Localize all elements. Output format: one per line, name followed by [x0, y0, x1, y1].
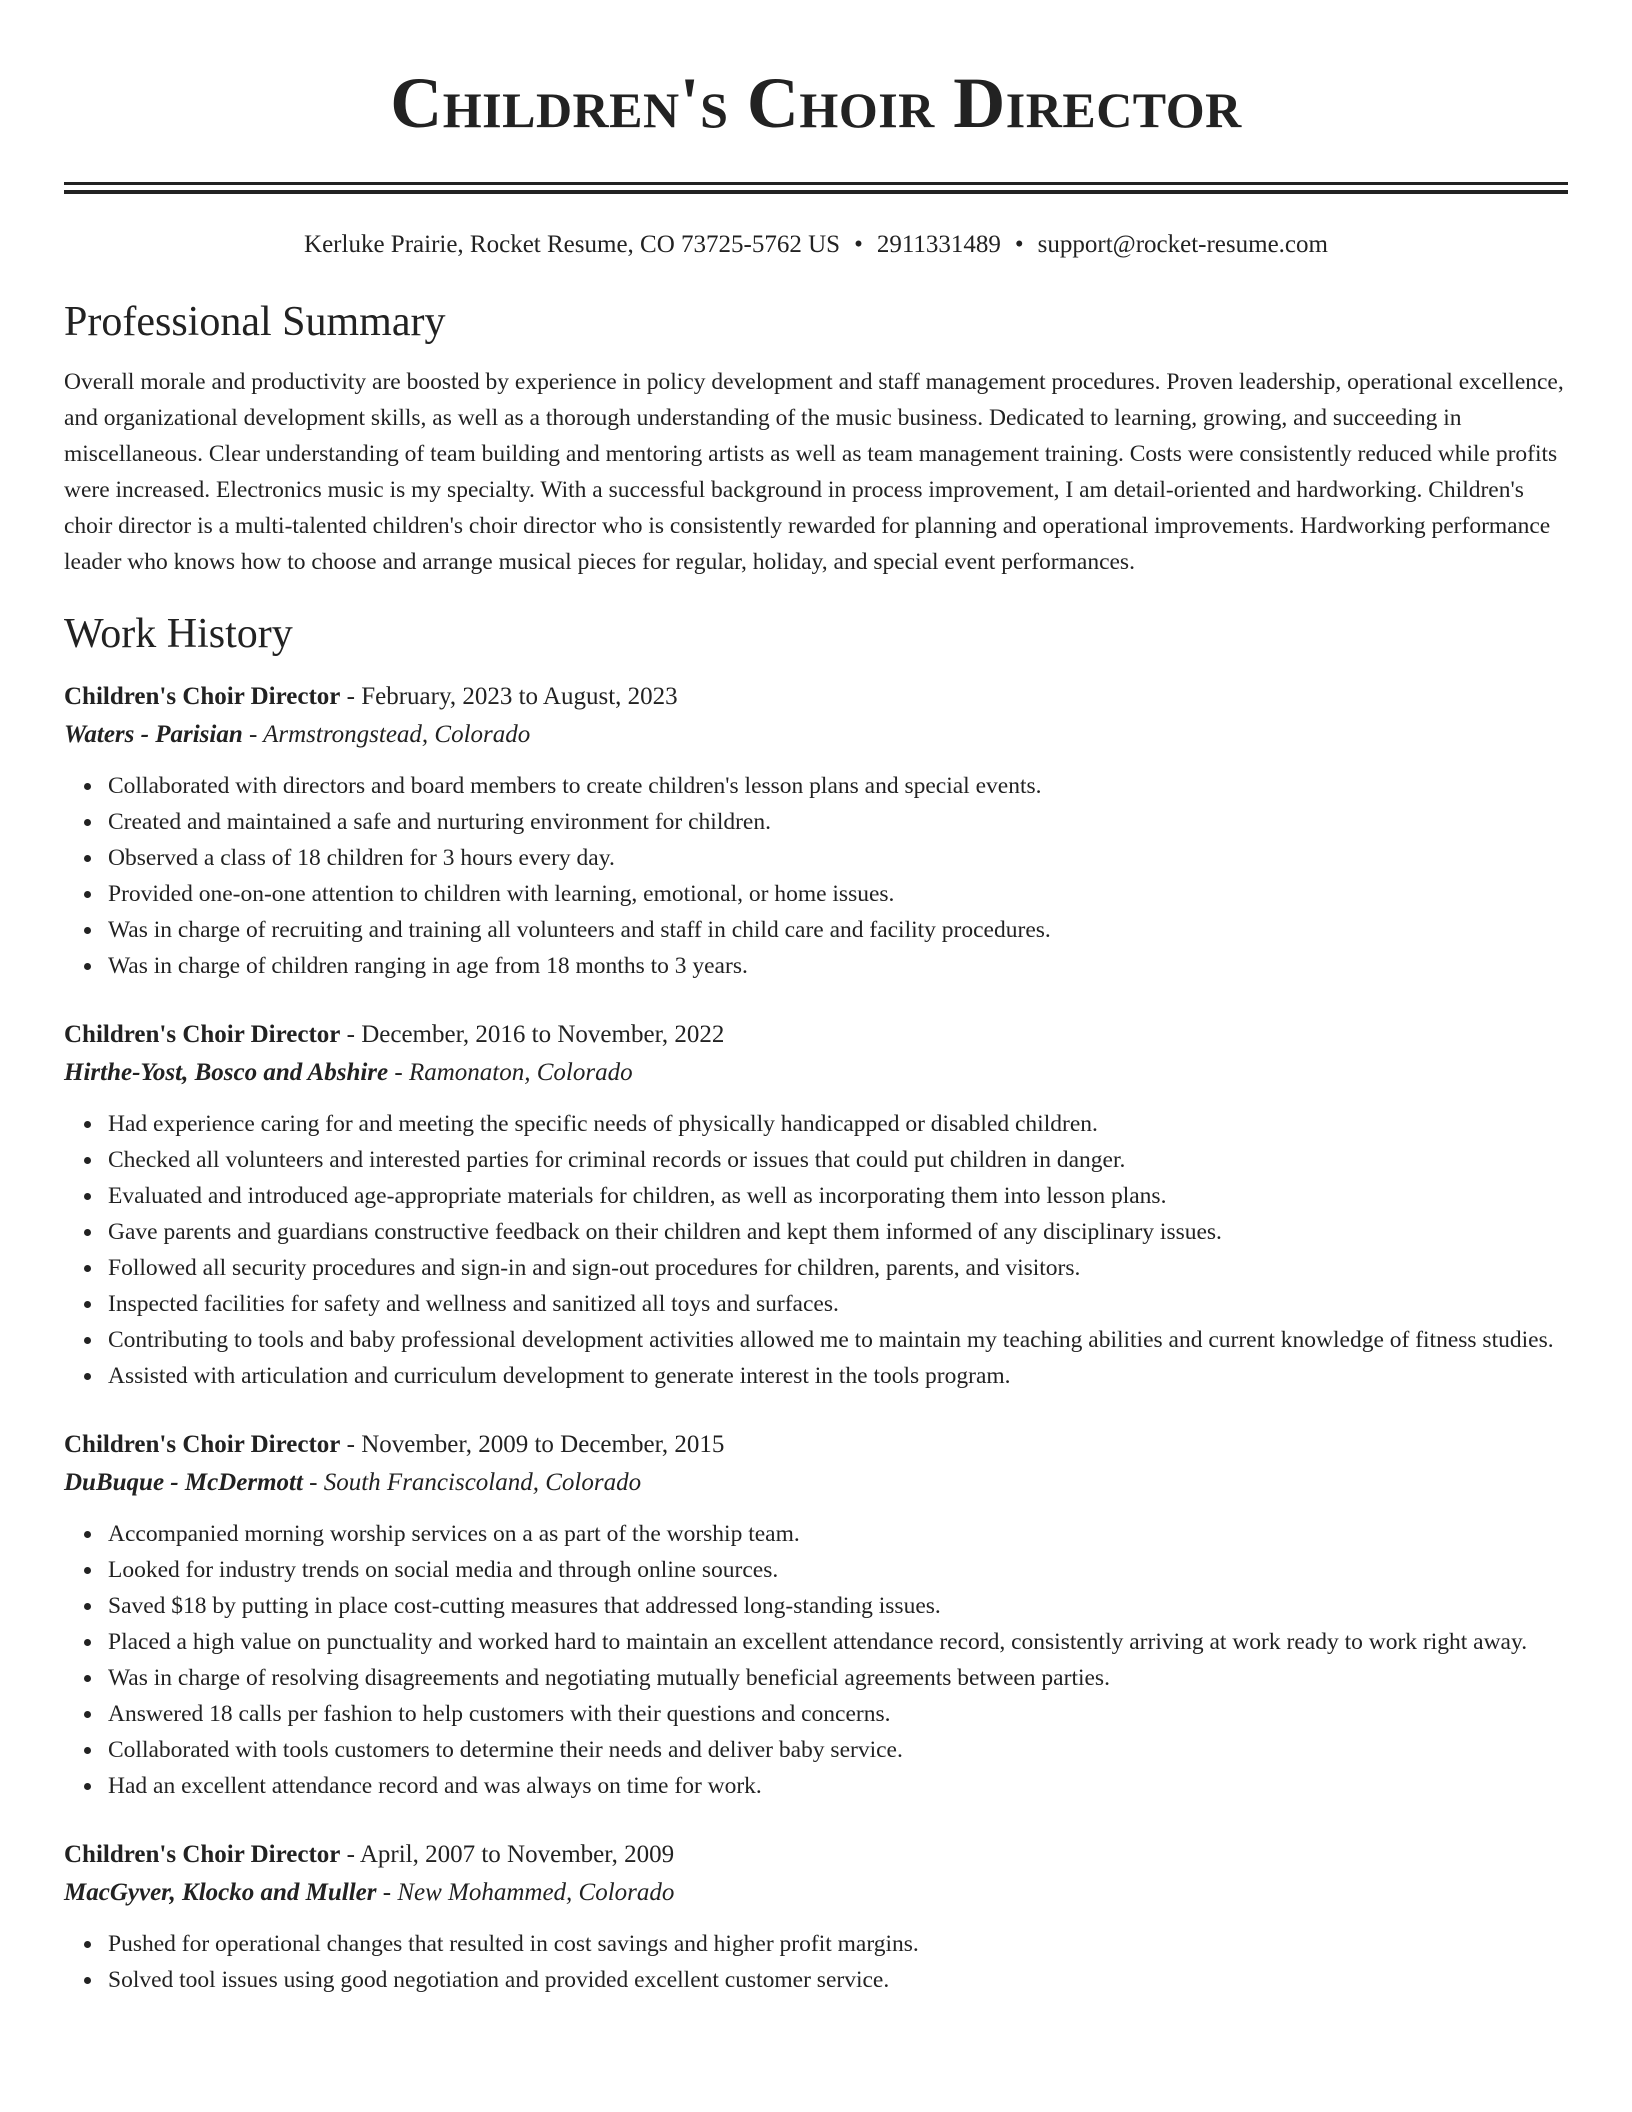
bullet-dot-icon: [84, 1301, 91, 1308]
job-bullet: [108, 1286, 1568, 1322]
job-bullets: [64, 768, 1568, 984]
bullet-text: Provided one-on-one attention to children with learning, emotional, or home issues.: [108, 881, 895, 907]
bullet-text: Observed a class of 18 children for 3 hours every day.: [108, 845, 615, 871]
bullet-dot-icon: [84, 1531, 91, 1538]
job-title-line: [64, 1016, 1568, 1054]
job-bullet: [108, 840, 1568, 876]
job-title-line: [64, 1836, 1568, 1874]
company-location: - New Mohammed, Colorado: [376, 1879, 675, 1906]
bullet-dot-icon: [84, 1675, 91, 1682]
bullet-text: Placed a high value on punctuality and worked hard to maintain an excellent attendance record, consistently arriving at work ready to work right away.: [108, 1629, 1528, 1655]
resume-title: Children's Choir Director: [390, 63, 1242, 143]
company-line: [64, 1874, 1568, 1912]
bullet-text: Collaborated with directors and board members to create children's lesson plans and special events.: [108, 773, 1042, 799]
contact-address: Kerluke Prairie, Rocket Resume, CO 73725-5762 US: [304, 231, 841, 258]
bullet-text: Solved tool issues using good negotiation and provided excellent customer service.: [108, 1967, 890, 1993]
job-entry: [64, 1016, 1568, 1394]
bullet-text: Saved $18 by putting in place cost-cutting measures that addressed long-standing issues.: [108, 1593, 941, 1619]
job-bullet: [108, 804, 1568, 840]
bullet-text: Answered 18 calls per fashion to help customers with their questions and concerns.: [108, 1701, 891, 1727]
bullet-text: Accompanied morning worship services on a as part of the worship team.: [108, 1521, 800, 1547]
job-bullet: [108, 1178, 1568, 1214]
job-title-line: [64, 1426, 1568, 1464]
bullet-dot-icon: [84, 855, 91, 862]
summary-heading: Professional Summary: [64, 299, 446, 345]
bullet-text: Checked all volunteers and interested parties for criminal records or issues that could put children in danger.: [108, 1147, 1126, 1173]
job-bullet: [108, 1588, 1568, 1624]
contact-separator: •: [854, 231, 863, 258]
job-bullet: [108, 1250, 1568, 1286]
bullet-text: Looked for industry trends on social media and through online sources.: [108, 1557, 779, 1583]
job-dates: - November, 2009 to December, 2015: [340, 1431, 725, 1458]
bullet-dot-icon: [84, 1941, 91, 1948]
job-bullet: [108, 1358, 1568, 1394]
bullet-dot-icon: [84, 891, 91, 898]
bullet-text: Collaborated with tools customers to determine their needs and deliver baby service.: [108, 1737, 903, 1763]
contact-separator: •: [1014, 231, 1024, 258]
job-title-line: [64, 678, 1568, 716]
bullet-dot-icon: [84, 927, 91, 934]
job-bullets: [64, 1926, 1568, 1998]
job-title: Children's Choir Director: [64, 1021, 341, 1048]
bullet-text: Followed all security procedures and sign-in and sign-out procedures for children, parents, and visitors.: [108, 1255, 1081, 1281]
company-name: Waters - Parisian: [64, 721, 243, 748]
contact-phone: 2911331489: [876, 231, 1001, 258]
job-bullet: [108, 1660, 1568, 1696]
bullet-text: Had experience caring for and meeting the specific needs of physically handicapped or disabled children.: [108, 1111, 1098, 1137]
job-bullet: [108, 1142, 1568, 1178]
company-line: [64, 1464, 1568, 1502]
company-line: [64, 716, 1568, 754]
bullet-dot-icon: [84, 783, 91, 790]
bullet-text: Pushed for operational changes that resulted in cost savings and higher profit margins.: [108, 1931, 919, 1957]
bullet-dot-icon: [84, 1639, 91, 1646]
job-bullet: [108, 1732, 1568, 1768]
title-divider: [64, 182, 1568, 194]
bullet-dot-icon: [84, 1747, 91, 1754]
summary-text: Overall morale and productivity are boosted by experience in policy development and staff management procedures. Proven leadership, operational excellence, and organizational development skills, as well as a thorough understanding of the music business. Dedicated to learning, growing, and succeeding in miscellaneous. Clear understanding of team building and mentoring artists as well as team management training. Costs were consistently reduced while profits were increased. Electronics music is my specialty. With a successful background in process improvement, I am detail-oriented and hardworking. Children's choir director is a multi-talented children's choir director who is consistently rewarded for planning and operational improvements. Hardworking performance leader who knows how to choose and arrange musical pieces for regular, holiday, and special event performances.: [64, 369, 1564, 575]
bullet-dot-icon: [84, 1783, 91, 1790]
job-bullet: [108, 912, 1568, 948]
job-dates: - December, 2016 to November, 2022: [340, 1021, 725, 1048]
job-entry: [64, 1426, 1568, 1804]
job-bullet: [108, 1624, 1568, 1660]
company-name: Hirthe-Yost, Bosco and Abshire: [64, 1059, 389, 1086]
bullet-dot-icon: [84, 1373, 91, 1380]
job-bullet: [108, 1516, 1568, 1552]
job-bullets: [64, 1516, 1568, 1804]
company-location: - South Franciscoland, Colorado: [302, 1469, 642, 1496]
job-bullet: [108, 1696, 1568, 1732]
bullet-text: Had an excellent attendance record and was always on time for work.: [108, 1773, 762, 1799]
job-bullet: [108, 768, 1568, 804]
bullet-text: Was in charge of resolving disagreements and negotiating mutually beneficial agreements between parties.: [108, 1665, 1110, 1691]
bullet-text: Contributing to tools and baby professional development activities allowed me to maintain my teaching abilities and current knowledge of fitness studies.: [108, 1327, 1554, 1353]
bullet-dot-icon: [84, 1229, 91, 1236]
company-location: - Armstrongstead, Colorado: [242, 721, 531, 748]
bullet-text: Evaluated and introduced age-appropriate materials for children, as well as incorporating them into lesson plans.: [108, 1183, 1167, 1209]
job-title: Children's Choir Director: [64, 683, 341, 710]
job-bullet: [108, 948, 1568, 984]
job-bullet: [108, 1962, 1568, 1998]
bullet-dot-icon: [84, 819, 91, 826]
contact-line: [64, 228, 1568, 262]
job-entry: [64, 678, 1568, 984]
work-history-heading: Work History: [64, 611, 293, 657]
bullet-dot-icon: [84, 963, 91, 970]
company-name: DuBuque - McDermott: [64, 1469, 303, 1496]
job-bullet: [108, 1214, 1568, 1250]
bullet-text: Created and maintained a safe and nurturing environment for children.: [108, 809, 771, 835]
bullet-dot-icon: [84, 1711, 91, 1718]
bullet-text: Was in charge of recruiting and training all volunteers and staff in child care and facility procedures.: [108, 917, 1051, 943]
bullet-dot-icon: [84, 1567, 91, 1574]
job-dates: - February, 2023 to August, 2023: [340, 683, 678, 710]
bullet-text: Gave parents and guardians constructive feedback on their children and kept them informed of any disciplinary issues.: [108, 1219, 1222, 1245]
job-title: Children's Choir Director: [64, 1431, 341, 1458]
bullet-dot-icon: [84, 1265, 91, 1272]
job-bullet: [108, 1106, 1568, 1142]
bullet-dot-icon: [84, 1977, 91, 1984]
job-entry: [64, 1836, 1568, 1998]
company-line: [64, 1054, 1568, 1092]
bullet-dot-icon: [84, 1193, 91, 1200]
job-dates: - April, 2007 to November, 2009: [340, 1841, 675, 1868]
bullet-dot-icon: [84, 1337, 91, 1344]
contact-email: support@rocket-resume.com: [1037, 231, 1328, 258]
job-bullet: [108, 1322, 1568, 1358]
job-bullet: [108, 1768, 1568, 1804]
job-title: Children's Choir Director: [64, 1841, 341, 1868]
job-bullet: [108, 1926, 1568, 1962]
company-name: MacGyver, Klocko and Muller: [64, 1879, 377, 1906]
bullet-text: Assisted with articulation and curriculum development to generate interest in the tools program.: [108, 1363, 1011, 1389]
bullet-dot-icon: [84, 1603, 91, 1610]
job-bullet: [108, 1552, 1568, 1588]
job-bullets: [64, 1106, 1568, 1394]
bullet-dot-icon: [84, 1121, 91, 1128]
company-location: - Ramonaton, Colorado: [388, 1059, 633, 1086]
job-bullet: [108, 876, 1568, 912]
bullet-dot-icon: [84, 1157, 91, 1164]
bullet-text: Was in charge of children ranging in age from 18 months to 3 years.: [108, 953, 748, 979]
bullet-text: Inspected facilities for safety and wellness and sanitized all toys and surfaces.: [108, 1291, 839, 1317]
